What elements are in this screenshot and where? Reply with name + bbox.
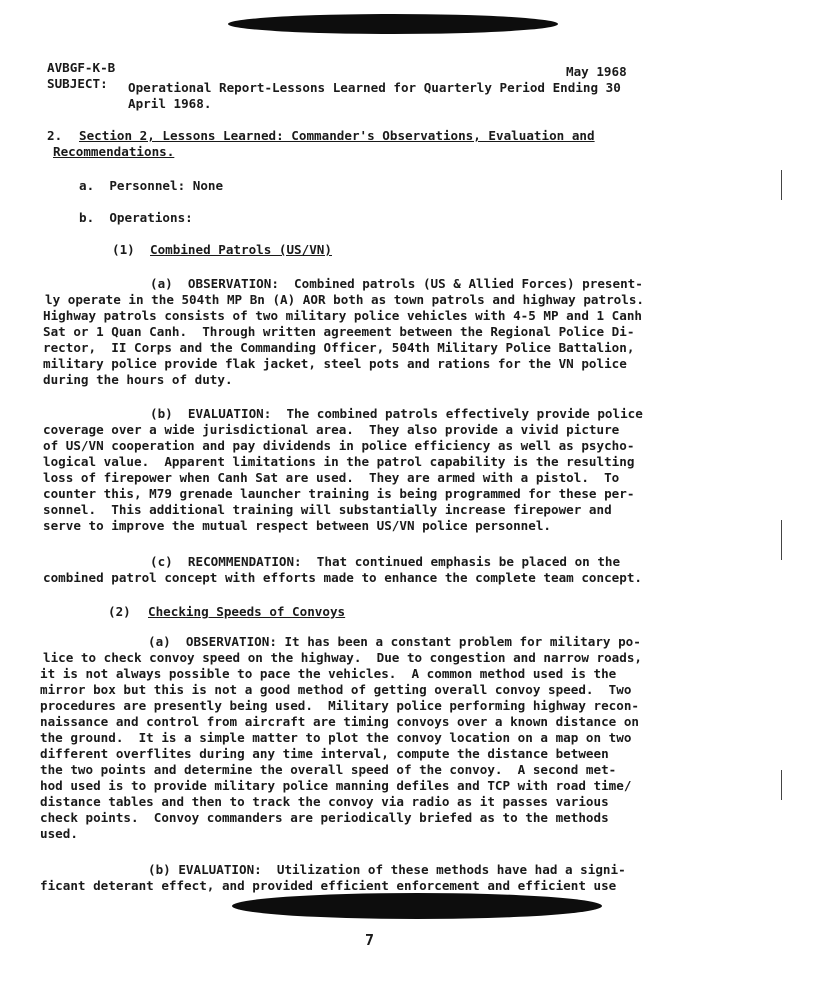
topic2-number: (2) xyxy=(108,604,131,619)
text-line: (c) RECOMMENDATION: That continued emphasis be placed on the xyxy=(150,554,621,569)
section-number: 2. xyxy=(47,128,63,143)
text-line: mirror box but this is not a good method of getting overall convoy speed. Two xyxy=(40,682,632,697)
text-line: during the hours of duty. xyxy=(43,372,233,387)
text-line: naissance and control from aircraft are timing convoys over a known distance on xyxy=(40,714,639,729)
text-line: sonnel. This additional training will substantially increase firepower and xyxy=(43,502,612,517)
text-line: procedures are presently being used. Military police performing highway recon- xyxy=(40,698,639,713)
section-title-line-1: Section 2, Lessons Learned: Commander's Observations, Evaluation and xyxy=(79,128,595,143)
text-line: coverage over a wide jurisdictional area. They also provide a vivid picture xyxy=(43,422,620,437)
document-date: May 1968 xyxy=(566,64,627,79)
text-line: combined patrol concept with efforts made to enhance the complete team concept. xyxy=(43,570,642,585)
text-line: the ground. It is a simple matter to plot the convoy location on a map on two xyxy=(40,730,632,745)
subject-label: SUBJECT: xyxy=(47,76,108,91)
text-line: military police provide flak jacket, steel pots and rations for the VN police xyxy=(43,356,627,371)
document-reference: AVBGF-K-B xyxy=(47,60,116,75)
text-line: distance tables and then to track the convoy via radio as it passes various xyxy=(40,794,609,809)
text-line: rector, II Corps and the Commanding Officer, 504th Military Police Battalion, xyxy=(43,340,635,355)
redacted-classification-top xyxy=(228,14,558,34)
text-line: used. xyxy=(40,826,78,841)
text-line: (a) OBSERVATION: Combined patrols (US & Allied Forces) present- xyxy=(150,276,643,291)
text-line: check points. Convoy commanders are periodically briefed as to the methods xyxy=(40,810,609,825)
text-line: the two points and determine the overall speed of the convoy. A second met- xyxy=(40,762,617,777)
page-edge-mark xyxy=(781,520,782,560)
text-line: serve to improve the mutual respect between US/VN police personnel. xyxy=(43,518,551,533)
text-line: ly operate in the 504th MP Bn (A) AOR both as town patrols and highway patrols. xyxy=(45,292,644,307)
text-line: ficant deterant effect, and provided efficient enforcement and efficient use xyxy=(40,878,617,893)
text-line: (b) EVALUATION: Utilization of these methods have had a signi- xyxy=(148,862,626,877)
text-line: Sat or 1 Quan Canh. Through written agreement between the Regional Police Di- xyxy=(43,324,635,339)
topic1-number: (1) xyxy=(112,242,135,257)
topic1-title: Combined Patrols (US/VN) xyxy=(150,242,332,257)
subject-line-1: Operational Report-Lessons Learned for Quarterly Period Ending 30 xyxy=(128,80,621,95)
topic2-title: Checking Speeds of Convoys xyxy=(148,604,346,619)
text-line: different overflites during any time interval, compute the distance between xyxy=(40,746,609,761)
item-personnel: a. Personnel: None xyxy=(79,178,224,193)
page-edge-mark xyxy=(781,770,782,800)
text-line: logical value. Apparent limitations in the patrol capability is the resulting xyxy=(43,454,635,469)
subject-line-2: April 1968. xyxy=(128,96,212,111)
redacted-classification-bottom xyxy=(232,893,602,919)
page-number: 7 xyxy=(365,931,375,949)
text-line: (a) OBSERVATION: It has been a constant problem for military po- xyxy=(148,634,641,649)
text-line: hod used is to provide military police manning defiles and TCP with road time/ xyxy=(40,778,632,793)
text-line: loss of firepower when Canh Sat are used. They are armed with a pistol. To xyxy=(43,470,620,485)
text-line: lice to check convoy speed on the highway. Due to congestion and narrow roads, xyxy=(43,650,642,665)
item-operations: b. Operations: xyxy=(79,210,193,225)
text-line: it is not always possible to pace the vehicles. A common method used is the xyxy=(40,666,617,681)
text-line: counter this, M79 grenade launcher training is being programmed for these per- xyxy=(43,486,635,501)
text-line: Highway patrols consists of two military police vehicles with 4-5 MP and 1 Canh xyxy=(43,308,642,323)
page-edge-mark xyxy=(781,170,782,200)
text-line: of US/VN cooperation and pay dividends in police efficiency as well as psycho- xyxy=(43,438,635,453)
section-title-line-2: Recommendations. xyxy=(53,144,175,159)
text-line: (b) EVALUATION: The combined patrols effectively provide police xyxy=(150,406,643,421)
